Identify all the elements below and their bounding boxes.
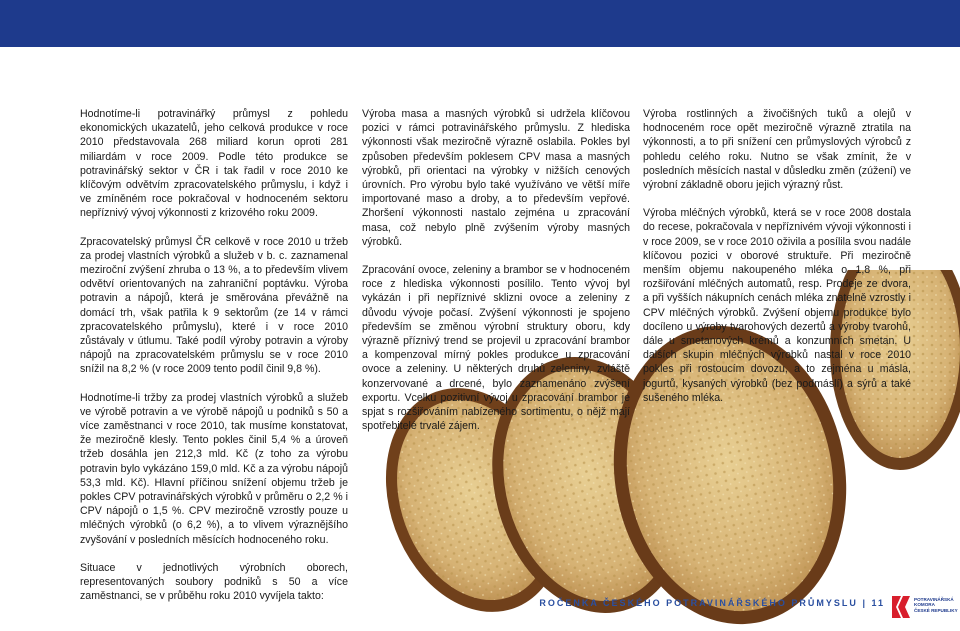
paragraph: Hodnotíme-li tržby za prodej vlastních výrobků a služeb ve výrobě potravin a ve výrobě nápojů u podniků s 50 a více zaměstnanci v roce 2010, tak musíme konstatovat, že meziročně klesly. Tento pokles činil 5,4 % a úroveň tržeb dosáhla jen 212,3 mld. Kč (z toho za výrobu potravin bylo vykázáno 159,0 mld. Kč a za výrobu nápojů 53,3 mld. Kč). Hlavní příčinou snížení objemu tržeb je pokles CPV potravinářských výrobků v průměru o 2,2 % i CPV nápojů o 1,5 %. CPV meziročně vzrostly pouze u mléčných výrobků (o 6,2 %), a to vlivem výraznějšího zvyšování v posledních měsících hodnoceného roku.	[80, 391, 348, 546]
paragraph: Situace v jednotlivých výrobních oborech, representovaných soubory podniků s 50 a více zaměstnanci, se v průběhu roku 2010 vyvíjela takto:	[80, 561, 348, 603]
paragraph: Zpracování ovoce, zeleniny a brambor se v hodnoceném roce z hlediska výkonnosti posílilo. Tento vývoj byl vykázán i při nepříznivé sklizni ovoce a zeleniny z důvodu vývoje počasí. Zvýšení výkonnosti je spojeno především se změnou výrobní struktury oboru, kdy výrazně příznivý trend se projevil u zpracování brambor a kompenzoval mírný pokles produkce u zpracování ovoce a zeleniny. U některých druhů zeleniny, zvláště konzervované a drcené, bylo zaznamenáno zvýšení exportu. Vcelku pozitivní vývoj u zpracování brambor je spjat s rozšiřováním nabízeného sortimentu, o nějž mají spotřebitelé trvalé zájem.	[362, 264, 630, 433]
publication-title: ROČENKA ČESKÉHO POTRAVINÁŘSKÉHO PRŮMYSLU	[539, 598, 858, 608]
text-column-2	[362, 107, 630, 447]
page-number: 11	[871, 598, 885, 608]
footer-separator: |	[862, 598, 867, 608]
logo-text: POTRAVINÁŘSKÁ KOMORA ČESKÉ REPUBLIKY	[914, 597, 958, 613]
paragraph: Hodnotíme-li potravinářký průmysl z pohledu ekonomických ukazatelů, jeho celková produkce v roce 2010 představovala 268 miliard korun oproti 281 miliardám v roce 2009. Podle této produkce se potravinářský sektor v ČR i tak řadil v roce 2010 ke klíčovým odvětvím zpracovatelského průmyslu, i když i ve zmíněném roce pokračoval v hodnoceném sektoru nepříznivý vývoj výkonnosti z krizového roku 2009.	[80, 108, 348, 220]
text-column-3	[643, 107, 911, 419]
paragraph: Výroba mléčných výrobků, která se v roce 2008 dostala do recese, pokračovala v nepříznivém vývoji výkonnosti i v roce 2009, se v roce 2010 oživila a posílila svou nadále klíčovou pozici v oborové struktuře. Při meziročně menším objemu nakoupeného mléka o 1,8 %, při rozšiřování mléčných automatů, resp. Prodeje ze dvora, a při vyšších nákupních cenách mléka znatelně vzrostly i CPV mléčných výrobků. Zvýšení objemu produkce bylo docíleno u výroby tvarohových dezertů a výroby tvarohů, dále u smetanových krémů a konzumních smetan. U dalších skupin mléčných výrobků nastal v roce 2010 pokles při rostoucím dovozu, a to zejména u másla, jogurtů, kysaných výrobků (bez podmáslí) a sýrů a také sušeného mléka.	[643, 207, 911, 404]
logo-mark-icon	[890, 594, 912, 620]
paragraph: Výroba masa a masných výrobků si udržela klíčovou pozici v rámci potravinářského průmyslu. Z hlediska výkonnosti však meziročně výrazně oslabila. Pokles byl způsoben především poklesem CPV masa a masných výrobků, při orientaci na výrobky v nižších cenových úrovních. Pro výrobu bylo také využíváno ve větší míře importované maso a droby, a to především vepřové. Zhoršení výkonnosti nastalo zejména u zpracování masa, což nebylo plně zvýšením výroby masných výrobků.	[362, 108, 630, 248]
paragraph: Výroba rostlinných a živočišných tuků a olejů v hodnoceném roce opět meziročně výrazně ztratila na výkonnosti, a to při snížení cen průmyslových výrobců z pohledu celého roku. Nutno se však zmínit, že v posledních měsících nastal v důsledku změn (zúžení) ve výrobní základně oboru jejich výrazný růst.	[643, 108, 911, 192]
chamber-logo	[890, 592, 960, 626]
page-footer	[539, 598, 885, 608]
header-bar	[0, 0, 960, 47]
text-column-1	[80, 107, 348, 618]
paragraph: Zpracovatelský průmysl ČR celkově v roce 2010 u tržeb za prodej vlastních výrobků a služeb v b. c. zaznamenal meziroční zvýšení zhruba o 13 %, a to především vlivem odvětví orientovaných na zahraniční poptávku. Výroba potravin a nápojů, která je směrována převážně na domácí trh, však patřila k 9 sektorům (ze 14 v rámci zpracovatelského průmyslu), které i v roce 2010 zůstávaly v útlumu. Také podíl výroby potravin a výroby nápojů na zpracovatelském průmyslu se v roce 2010 snížil na 8,2 % (v roce 2009 tento podíl činil 9,8 %).	[80, 235, 348, 376]
